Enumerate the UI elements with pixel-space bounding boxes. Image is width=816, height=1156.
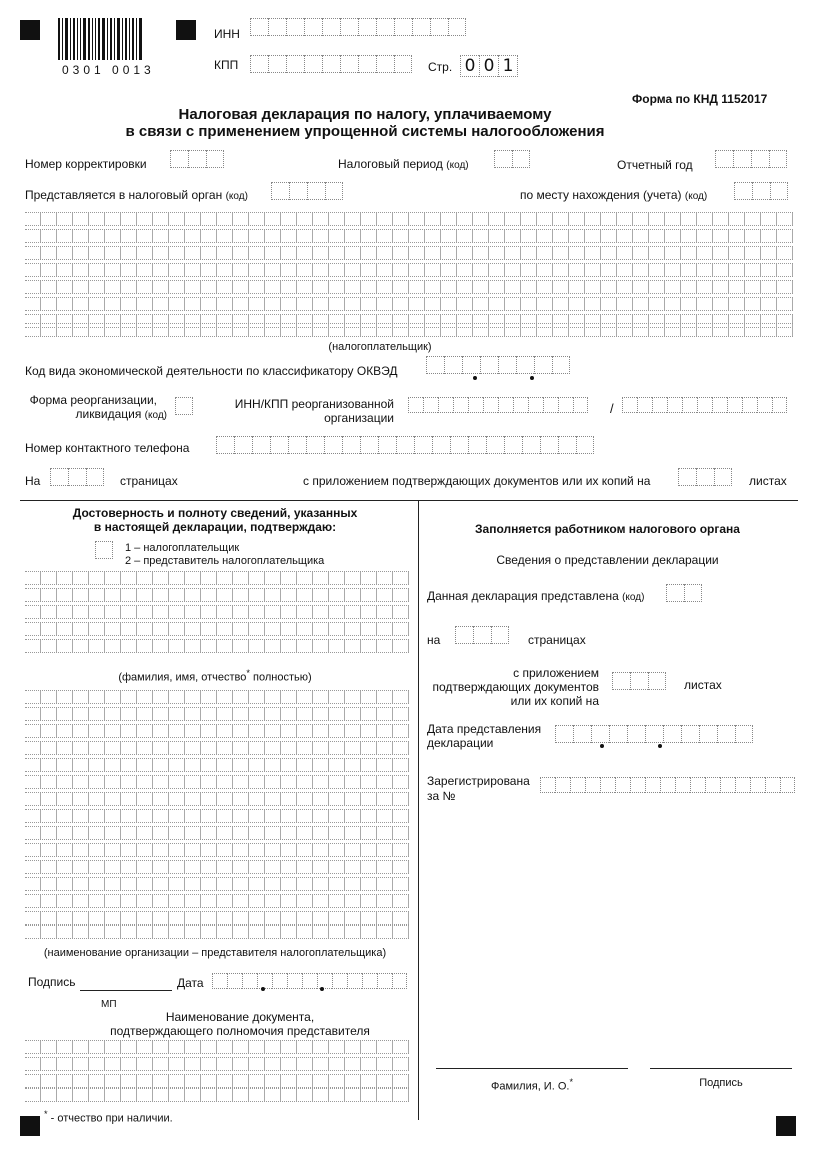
taxpayer-row-2[interactable] [25,229,793,243]
registered-number-field[interactable] [540,777,795,793]
office-with-docs-line1: с приложением [513,666,599,680]
submitted-code-suffix: (код) [622,592,645,603]
doc-label-line1: Наименование документа, [165,1010,315,1024]
date-separator-dot-2 [320,987,324,991]
submission-date-dot-1 [600,744,604,748]
reorg-form-field[interactable] [175,397,193,415]
taxpayer-row-3[interactable] [25,246,793,260]
page-title-line1: Налоговая декларация по налогу, уплачиваемому [178,106,552,123]
column-divider [418,500,419,1120]
org-row-1[interactable] [25,690,409,704]
surname-star: * [569,1077,574,1087]
confirm-option-1: 1 – налогоплательщик [125,542,240,554]
doc-row-3[interactable] [25,1074,409,1088]
submission-date-dot-2 [658,744,662,748]
org-row-3[interactable] [25,724,409,738]
org-row-5[interactable] [25,758,409,772]
fio-caption-star: * [246,668,250,678]
pages-on-label: На [25,474,41,488]
location-code-suffix: (код) [684,191,708,202]
phone-label: Номер контактного телефона [25,441,190,455]
inn-field[interactable] [250,18,466,36]
office-pages-label: страницах [528,633,586,647]
org-row-12[interactable] [25,877,409,891]
page-number-field [460,55,518,77]
fio-caption-text: (фамилия, имя, отчество [118,671,247,684]
registered-label-line1: Зарегистрирована [427,774,530,788]
fio-row-1[interactable] [25,571,409,585]
taxpayer-row-1[interactable] [25,212,793,226]
office-signature-line[interactable] [650,1068,792,1069]
submitted-text: Данная декларация представлена [427,589,619,603]
taxpayer-caption: (налогоплательщик) [328,341,432,353]
fio-caption-end: полностью) [253,671,312,684]
registered-label-line2: за № [427,789,456,803]
surname-text: Фамилия, И. О. [490,1080,570,1093]
section-divider [20,500,798,501]
surname-line[interactable] [436,1068,628,1069]
date-field[interactable] [212,973,407,989]
tax-authority-field[interactable] [271,182,343,200]
kpp-field[interactable] [250,55,412,73]
okved-label: Код вида экономической деятельности по классификатору ОКВЭД [25,364,398,378]
date-label: Дата [177,976,204,990]
fio-caption [20,667,410,685]
org-row-15[interactable] [25,925,409,939]
reorg-form-label-text: ликвидация [75,407,142,421]
reorg-inn-label-line2: организации [324,411,394,425]
doc-row-1[interactable] [25,1040,409,1054]
reporting-year-field[interactable] [715,150,787,168]
fio-row-5[interactable] [25,639,409,653]
kpp-label: КПП [214,58,239,72]
org-caption: (наименование организации – представителя налогоплательщика) [43,947,387,959]
doc-row-4[interactable] [25,1088,409,1102]
office-pages-field[interactable] [455,626,509,644]
org-row-13[interactable] [25,894,409,908]
corner-marker-bottom-right [776,1116,796,1136]
correction-number-label: Номер корректировки [25,157,147,171]
with-docs-label: с приложением подтверждающих документов или их копий на [303,474,651,488]
reorg-inn-label-line1: ИНН/КПП реорганизованной [234,397,394,411]
org-row-10[interactable] [25,843,409,857]
date-separator-dot-1 [261,987,265,991]
tax-period-label [338,157,469,172]
surname-label [436,1076,628,1094]
sheets-label: листах [749,474,787,488]
footnote-star: * [44,1109,48,1119]
barcode [58,18,162,60]
tax-authority-text: Представляется в налоговый орган [25,188,223,202]
tax-period-field[interactable] [494,150,530,168]
fio-row-2[interactable] [25,588,409,602]
submitted-label [427,589,644,604]
submission-date-field[interactable] [555,725,753,743]
reorg-kpp-field[interactable] [622,397,787,413]
office-subheading: Сведения о представлении декларации [496,553,719,567]
sheets-count-field[interactable] [678,468,732,486]
doc-label-line2: подтверждающего полномочия представителя [110,1024,370,1038]
tax-authority-code-suffix: (код) [225,191,248,202]
org-row-14[interactable] [25,911,409,925]
page-digit-1: 0 [460,55,479,77]
signature-line[interactable] [80,990,172,991]
correction-number-field[interactable] [170,150,224,168]
reorg-form-label-line2 [25,407,167,422]
okved-separator-dot-2 [530,376,534,380]
confirm-option-2: 2 – представитель налогоплательщика [125,555,325,567]
corner-marker-top-right [176,20,196,40]
office-signature-label: Подпись [699,1077,743,1089]
page-title-line2: в связи с применением упрощенной системы налогообложения [125,123,605,140]
pages-count-field[interactable] [50,468,104,486]
form-code: Форма по КНД 1152017 [632,92,768,106]
fio-row-4[interactable] [25,622,409,636]
confirm-type-field[interactable] [95,541,113,559]
org-row-7[interactable] [25,792,409,806]
reorg-form-code-suffix: (код) [144,410,167,421]
location-field[interactable] [734,182,788,200]
office-with-docs-line2: подтверждающих документов [432,680,599,694]
mp-label: МП [101,999,117,1010]
corner-marker-top-left [20,20,40,40]
office-sheets-field[interactable] [612,672,666,690]
office-heading: Заполняется работником налогового органа [475,522,740,536]
barcode-number: 0301 0013 [62,63,155,77]
taxpayer-row-4[interactable] [25,263,793,277]
confirm-heading-line2: в настоящей декларации, подтверждаю: [93,520,337,534]
corner-marker-bottom-left [20,1116,40,1136]
taxpayer-row-8[interactable] [25,323,793,337]
org-row-8[interactable] [25,809,409,823]
org-row-11[interactable] [25,860,409,874]
footnote [44,1108,173,1126]
phone-field[interactable] [216,436,594,454]
taxpayer-row-6[interactable] [25,297,793,311]
page-digit-3: 1 [498,55,518,77]
page-label: Стр. [428,60,453,74]
confirm-heading-line1: Достоверность и полноту сведений, указанных [72,506,358,520]
submission-date-line2: декларации [427,736,494,750]
okved-separator-dot-1 [473,376,477,380]
org-row-4[interactable] [25,741,409,755]
inn-label: ИНН [214,27,240,41]
tax-period-code-suffix: (код) [446,160,469,171]
org-row-2[interactable] [25,707,409,721]
tax-authority-label [25,188,248,203]
taxpayer-row-5[interactable] [25,280,793,294]
location-label [520,188,707,203]
location-text: по месту нахождения (учета) [520,188,682,202]
doc-row-2[interactable] [25,1057,409,1071]
org-row-6[interactable] [25,775,409,789]
tax-period-text: Налоговый период [338,157,443,171]
submitted-code-field[interactable] [666,584,702,602]
reorg-slash: / [610,401,614,416]
footnote-text: - отчество при наличии. [50,1112,173,1125]
okved-field[interactable] [426,356,570,374]
reorg-inn-field[interactable] [408,397,588,413]
page-digit-2: 0 [479,55,498,77]
reporting-year-label: Отчетный год [617,158,693,172]
submission-date-line1: Дата представления [427,722,542,736]
office-with-docs-line3: или их копий на [510,694,599,708]
reorg-form-label-line1: Форма реорганизации, [29,393,157,407]
signature-label: Подпись [28,975,76,989]
fio-row-3[interactable] [25,605,409,619]
office-sheets-label: листах [684,678,722,692]
org-row-9[interactable] [25,826,409,840]
pages-label: страницах [120,474,178,488]
office-pages-on-label: на [427,633,441,647]
